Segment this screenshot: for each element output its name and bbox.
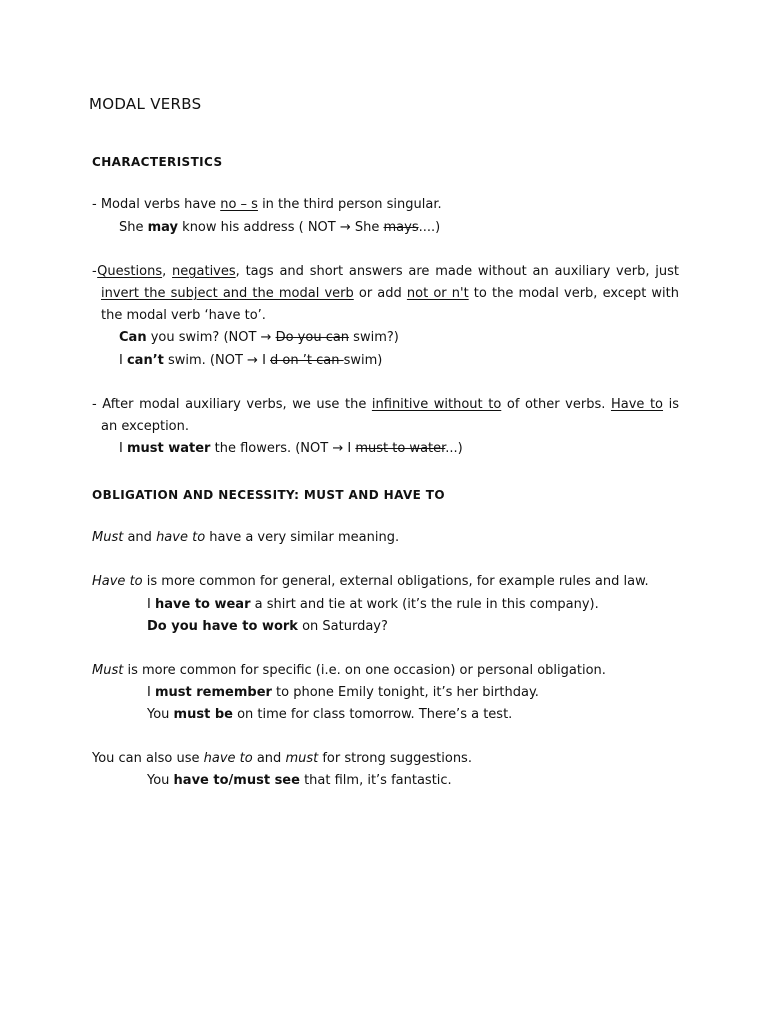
example-line: You have to/must see that film, it’s fantastic.: [147, 773, 452, 788]
rule-infinitive-line-1: - After modal auxiliary verbs, we use the infinitive without to of other verbs. Have to is: [92, 397, 679, 412]
struck-out-word: must to water: [355, 441, 446, 456]
rule-infinitive-line-2: an exception.: [101, 419, 190, 434]
example-line: Do you have to work on Saturday?: [147, 619, 388, 634]
example-line: Can you swim? (NOT → Do you can swim?): [119, 330, 399, 345]
bullet-dash: -: [92, 397, 97, 412]
paragraph-line: You can also use have to and must for strong suggestions.: [92, 751, 472, 766]
page-title: MODAL VERBS: [89, 95, 202, 113]
underlined-term: no – s: [220, 197, 258, 212]
rule-no-s-line: - Modal verbs have no – s in the third person singular.: [92, 197, 442, 212]
example-line: She may know his address ( NOT → She mays....): [119, 220, 441, 235]
section-heading-obligation: OBLIGATION AND NECESSITY: MUST AND HAVE TO: [92, 488, 445, 502]
example-line: I must water the flowers. (NOT → I must to water...): [119, 441, 463, 456]
struck-out-word: Do you can: [275, 330, 350, 345]
paragraph-line: Must is more common for specific (i.e. on one occasion) or personal obligation.: [92, 663, 606, 678]
struck-out-word: d on ’t can: [270, 353, 344, 368]
bullet-dash: -: [92, 264, 98, 279]
rule-questions-line-3: the modal verb ‘have to’.: [101, 308, 266, 323]
rule-questions-line-1: -Questions, negatives, tags and short answers are made without an auxiliary verb, just: [92, 264, 679, 279]
struck-out-word: mays: [383, 220, 419, 235]
bullet-dash: -: [92, 197, 97, 212]
example-line: I must remember to phone Emily tonight, it’s her birthday.: [147, 685, 539, 700]
paragraph-line: Have to is more common for general, external obligations, for example rules and law.: [92, 574, 649, 589]
example-line: I can’t swim. (NOT → I d on ’t can swim): [119, 353, 383, 368]
example-line: I have to wear a shirt and tie at work (it’s the rule in this company).: [147, 597, 599, 612]
rule-questions-line-2: invert the subject and the modal verb or add not or n't to the modal verb, except with: [101, 286, 680, 301]
paragraph-line: Must and have to have a very similar meaning.: [92, 530, 400, 545]
example-line: You must be on time for class tomorrow. There’s a test.: [147, 707, 513, 722]
section-heading-characteristics: CHARACTERISTICS: [92, 155, 223, 169]
